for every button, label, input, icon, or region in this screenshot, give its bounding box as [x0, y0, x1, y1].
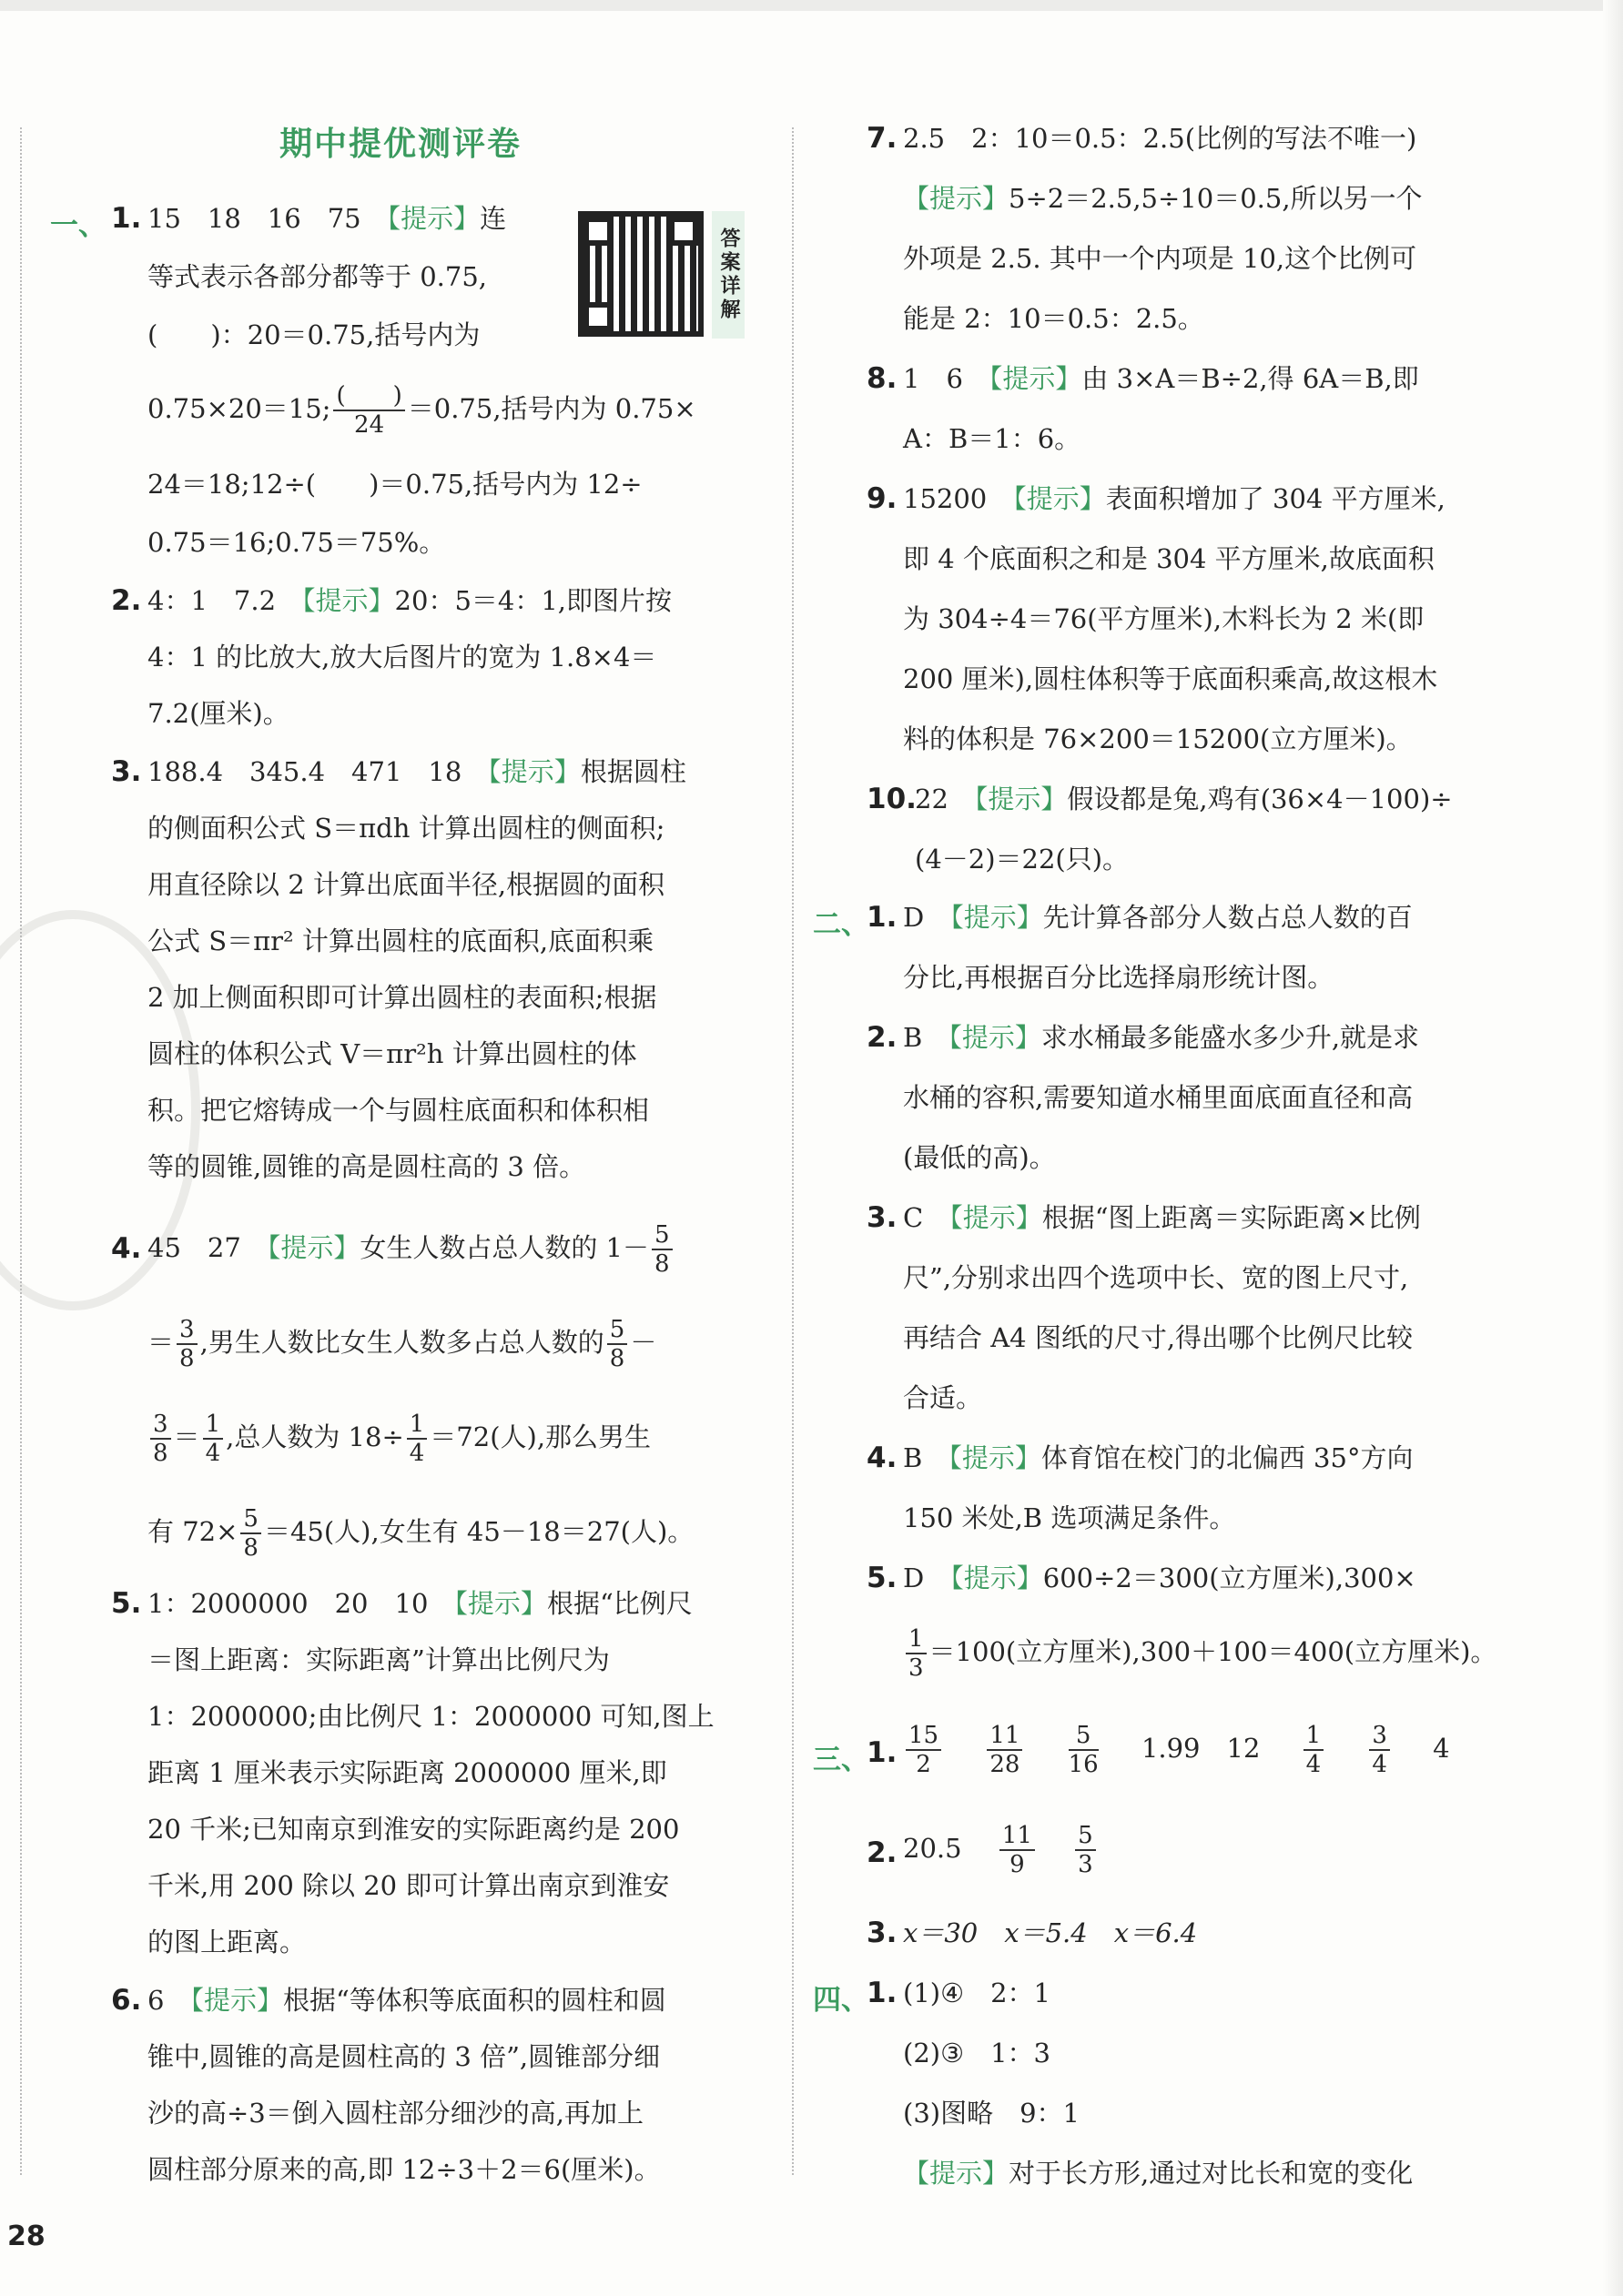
- fraction: $\frac{5}{16}$: [1068, 1722, 1099, 1778]
- answer-line: $\frac{3}{8}$ ＝ $\frac{1}{4}$ ,总人数为 18÷ $\frac{1}{4}$ ＝72(人),那么男生: [147, 1409, 651, 1467]
- answer-line: 200 厘米),圆柱体积等于底面积乘高,故这根木: [903, 663, 1438, 694]
- answer-line: 沙的高÷3＝倒入圆柱部分细沙的高,再加上: [147, 2098, 644, 2129]
- qr-finder-icon: [583, 217, 613, 246]
- answer-line: 有 72× $\frac{5}{8}$ ＝45(人),女生有 45－18＝27(人)。: [147, 1505, 695, 1562]
- answer-line: 20 千米;已知南京到淮安的实际距离约是 200: [147, 1814, 680, 1845]
- hint-label: 【提示】: [948, 1022, 1041, 1053]
- answer-line: C 【提示】根据“图上距离＝实际距离×比例: [903, 1202, 1421, 1233]
- answer-line: ＝ $\frac{3}{8}$ ,男生人数比女生人数多占总人数的 $\frac{5}{8}$ －: [147, 1316, 657, 1372]
- answer-line: ＝图上距离：实际距离”计算出比例尺为: [147, 1644, 610, 1675]
- fraction: $\frac{3}{8}$: [150, 1411, 171, 1467]
- fraction: $\frac{5}{3}$: [1075, 1822, 1096, 1878]
- answer-line: 为 304÷4＝76(平方厘米),木料长为 2 米(即: [903, 603, 1425, 634]
- answer-line: $\frac{1}{3}$ ＝100(立方厘米),300＋100＝400(立方厘米)。: [903, 1623, 1496, 1682]
- answer-line: 1 6 【提示】由 3×A＝B÷2,得 6A＝B,即: [903, 363, 1419, 394]
- fraction: $\frac{11}{9}$: [999, 1822, 1035, 1878]
- hint-label: 【提示】: [454, 1588, 547, 1619]
- answer-line: (1)④ 2：1: [903, 1977, 1050, 2008]
- fraction: $\frac{11}{28}$: [987, 1722, 1022, 1778]
- question-number: 1.: [867, 1736, 898, 1769]
- section-4-label: 四、: [813, 1984, 869, 2017]
- answer-line: 料的体积是 76×200＝15200(立方厘米)。: [903, 723, 1413, 754]
- fraction: $\frac{5}{8}$: [652, 1221, 673, 1278]
- section-1-label: 一、: [50, 209, 107, 242]
- fraction: $\frac{( )}{24}$: [333, 382, 404, 439]
- answer-line: D 【提示】600÷2＝300(立方厘米),300×: [903, 1563, 1416, 1593]
- question-number: 5.: [111, 1587, 142, 1620]
- answer-line: 即 4 个底面积之和是 304 平方厘米,故底面积: [903, 543, 1435, 574]
- column-separator: [792, 127, 794, 2175]
- answer-line: 150 米处,B 选项满足条件。: [903, 1502, 1236, 1533]
- section-2-label: 二、: [813, 908, 869, 941]
- hint-label: 【提示】: [267, 1232, 360, 1263]
- answer-line: $\frac{15}{2}$ $\frac{11}{28}$ $\frac{5}{16}$ 1.99 12 $\frac{1}{4}$ $\frac{3}{4}$ 4: [903, 1720, 1450, 1778]
- answer-line: 用直径除以 2 计算出底面半径,根据圆的面积: [147, 869, 665, 900]
- answer-line: (最低的高)。: [903, 1142, 1056, 1173]
- qr-label: 答案详解: [712, 211, 745, 339]
- fraction: $\frac{15}{2}$: [906, 1722, 941, 1778]
- hint-label: 【提示】: [950, 1563, 1043, 1593]
- question-number: 2.: [867, 1021, 898, 1054]
- question-number: 4.: [867, 1441, 898, 1474]
- question-number: 3.: [867, 1917, 898, 1949]
- hint-label: 【提示】: [190, 1985, 283, 2016]
- answer-line: 【提示】5÷2＝2.5,5÷10＝0.5,所以另一个: [903, 183, 1423, 214]
- question-number: 9.: [867, 482, 898, 515]
- answer-line: (4－2)＝22(只)。: [915, 844, 1130, 875]
- page-number: 28: [7, 2220, 46, 2252]
- hint-label: 【提示】: [989, 363, 1082, 394]
- question-number: 6.: [111, 1984, 142, 2017]
- answer-line: 分比,再根据百分比选择扇形统计图。: [903, 962, 1334, 993]
- question-number: 1.: [867, 901, 898, 934]
- answer-line: D 【提示】先计算各部分人数占总人数的百: [903, 902, 1413, 933]
- hint-label: 【提示】: [1013, 483, 1106, 514]
- answer-line: 1：2000000 20 10 【提示】根据“比例尺: [147, 1588, 693, 1619]
- answer-line: (3)图略 9：1: [903, 2098, 1080, 2129]
- answer-line: 千米,用 200 除以 20 即可计算出南京到淮安: [147, 1870, 670, 1901]
- answer-line: 6 【提示】根据“等体积等底面积的圆柱和圆: [147, 1985, 666, 2016]
- answer-line: 公式 S＝πr² 计算出圆柱的底面积,底面积乘: [147, 925, 654, 956]
- answer-line: 能是 2：10＝0.5：2.5。: [903, 303, 1204, 334]
- answer-line: 15 18 16 75 【提示】连: [147, 203, 507, 234]
- answer-line: 188.4 345.4 471 18 【提示】根据圆柱: [147, 756, 686, 787]
- answer-line: (2)③ 1：3: [903, 2038, 1050, 2068]
- hint-label: 【提示】: [949, 1202, 1042, 1233]
- answer-line: 等式表示各部分都等于 0.75,: [147, 261, 488, 292]
- fraction: $\frac{1}{4}$: [203, 1411, 224, 1467]
- hint-label: 【提示】: [903, 2158, 1009, 2189]
- answer-line: ( )：20＝0.75,括号内为: [147, 319, 481, 350]
- question-number: 1.: [111, 202, 142, 235]
- answer-line: 4：1 的比放大,放大后图片的宽为 1.8×4＝: [147, 642, 657, 673]
- question-number: 2.: [867, 1836, 898, 1869]
- answer-line: x＝30 x＝5.4 x＝6.4: [903, 1917, 1198, 1948]
- answer-line: 外项是 2.5. 其中一个内项是 10,这个比例可: [903, 243, 1417, 274]
- answer-line: 2 加上侧面积即可计算出圆柱的表面积;根据: [147, 982, 657, 1013]
- question-number: 3.: [867, 1201, 898, 1234]
- question-number: 4.: [111, 1232, 142, 1265]
- answer-line: 锥中,圆锥的高是圆柱高的 3 倍”,圆锥部分细: [147, 2041, 661, 2072]
- answer-line: B 【提示】求水桶最多能盛水多少升,就是求: [903, 1022, 1420, 1053]
- qr-finder-icon: [583, 302, 613, 331]
- left-margin-rule: [20, 127, 22, 2175]
- qr-code[interactable]: [578, 211, 704, 337]
- answer-line: B 【提示】体育馆在校门的北偏西 35°方向: [903, 1442, 1414, 1473]
- page-top-edge: [0, 0, 1623, 11]
- question-number: 1.: [867, 1977, 898, 2009]
- answer-line: 等的圆锥,圆锥的高是圆柱高的 3 倍。: [147, 1151, 586, 1182]
- question-number: 8.: [867, 362, 898, 395]
- answer-line: 尺”,分别求出四个选项中长、宽的图上尺寸,: [903, 1262, 1409, 1293]
- answer-line: 0.75×20＝15; $\frac{( )}{24}$ ＝0.75,括号内为 0.75×: [147, 382, 696, 439]
- qr-finder-icon: [669, 217, 698, 246]
- fraction: $\frac{5}{8}$: [240, 1505, 261, 1562]
- hint-label: 【提示】: [903, 183, 1009, 214]
- answer-line: 再结合 A4 图纸的尺寸,得出哪个比例尺比较: [903, 1322, 1414, 1353]
- page-title: 期中提优测评卷: [279, 126, 522, 163]
- hint-label: 【提示】: [974, 784, 1068, 814]
- hint-label: 【提示】: [302, 585, 395, 616]
- answer-line: 22 【提示】假设都是兔,鸡有(36×4－100)÷: [915, 784, 1453, 814]
- fraction: $\frac{1}{4}$: [407, 1411, 428, 1467]
- answer-line: 合适。: [903, 1382, 983, 1413]
- fraction: $\frac{3}{8}$: [177, 1316, 198, 1372]
- answer-line: 的图上距离。: [147, 1927, 307, 1957]
- answer-line: 15200 【提示】表面积增加了 304 平方厘米,: [903, 483, 1445, 514]
- question-number: 3.: [111, 755, 142, 788]
- question-number: 5.: [867, 1562, 898, 1594]
- answer-line: 1：2000000;由比例尺 1：2000000 可知,图上: [147, 1701, 715, 1732]
- answer-line: 距离 1 厘米表示实际距离 2000000 厘米,即: [147, 1757, 667, 1788]
- section-3-label: 三、: [813, 1744, 869, 1776]
- answer-line: 圆柱的体积公式 V＝πr²h 计算出圆柱的体: [147, 1038, 637, 1069]
- hint-label: 【提示】: [387, 203, 481, 234]
- question-number: 10.: [867, 783, 917, 815]
- answer-line: 4：1 7.2 【提示】20：5＝4：1,即图片按: [147, 585, 673, 616]
- fraction: $\frac{1}{4}$: [1303, 1722, 1324, 1778]
- hint-label: 【提示】: [948, 1442, 1041, 1473]
- answer-line: 2.5 2：10＝0.5：2.5(比例的写法不唯一): [903, 123, 1417, 154]
- answer-line: 圆柱部分原来的高,即 12÷3＋2＝6(厘米)。: [147, 2154, 661, 2185]
- question-number: 2.: [111, 584, 142, 617]
- fraction: $\frac{3}{4}$: [1369, 1722, 1390, 1778]
- answer-line: 的侧面积公式 S＝πdh 计算出圆柱的侧面积;: [147, 813, 665, 844]
- question-number: 7.: [867, 122, 898, 155]
- fraction: $\frac{1}{3}$: [906, 1625, 927, 1682]
- answer-line: 【提示】对于长方形,通过对比长和宽的变化: [903, 2158, 1414, 2189]
- fraction: $\frac{5}{8}$: [607, 1316, 628, 1372]
- answer-line: 0.75＝16;0.75＝75%。: [147, 527, 446, 558]
- answer-line: 24＝18;12÷( )＝0.75,括号内为 12÷: [147, 469, 643, 500]
- hint-label: 【提示】: [488, 756, 581, 787]
- answer-line: 7.2(厘米)。: [147, 698, 289, 729]
- page-right-edge: [1603, 0, 1623, 2296]
- answer-line: 20.5 $\frac{11}{9}$ $\frac{5}{3}$: [903, 1820, 1099, 1878]
- answer-line: 积。把它熔铸成一个与圆柱底面积和体积相: [147, 1095, 650, 1126]
- answer-line: 水桶的容积,需要知道水桶里面底面直径和高: [903, 1082, 1414, 1113]
- answer-line: A：B＝1：6。: [903, 423, 1081, 454]
- answer-line: 45 27 【提示】女生人数占总人数的 1－ $\frac{5}{8}$: [147, 1219, 675, 1278]
- hint-label: 【提示】: [950, 902, 1043, 933]
